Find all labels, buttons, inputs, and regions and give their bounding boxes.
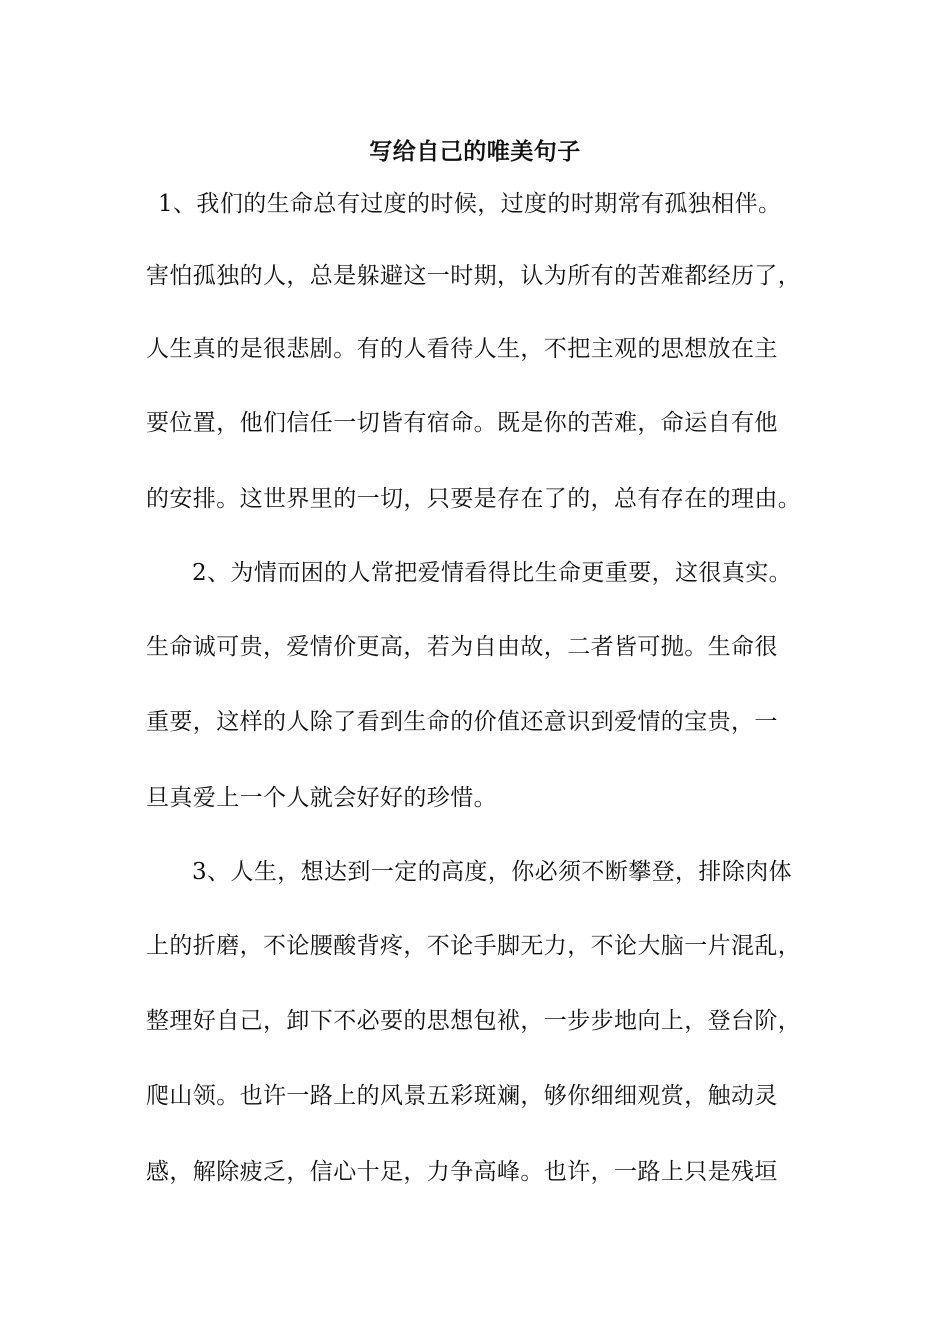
text-line: 旦真爱上一个人就会好好的珍惜。 [146, 785, 497, 811]
text-line: 1、我们的生命总有过度的时候，过度的时期常有孤独相伴。 [158, 191, 782, 217]
text-line: 爬山领。也许一路上的风景五彩斑斓，够你细细观赏，触动灵 [146, 1083, 778, 1109]
text-line: 的安排。这世界里的一切，只要是存在了的，总有存在的理由。 [146, 486, 802, 512]
text-line: 3、人生，想达到一定的高度，你必须不断攀登，排除肉体 [192, 859, 793, 885]
text-line: 2、为情而困的人常把爱情看得比生命更重要，这很真实。 [192, 560, 793, 586]
text-line: 整理好自己，卸下不必要的思想包袱，一步步地向上，登台阶， [146, 1008, 802, 1034]
text-line: 害怕孤独的人，总是躲避这一时期，认为所有的苦难都经历了， [146, 263, 802, 289]
text-line: 人生真的是很悲剧。有的人看待人生，不把主观的思想放在主 [146, 336, 778, 362]
text-line: 感，解除疲乏，信心十足，力争高峰。也许，一路上只是残垣 [146, 1159, 778, 1185]
text-line: 要位置，他们信任一切皆有宿命。既是你的苦难，命运自有他 [146, 410, 778, 436]
document-title: 写给自己的唯美句子 [369, 138, 581, 165]
text-line: 上的折磨，不论腰酸背疼，不论手脚无力，不论大脑一片混乱， [146, 933, 802, 959]
text-line: 生命诚可贵，爱情价更高，若为自由故，二者皆可抛。生命很 [146, 634, 778, 660]
text-line: 重要，这样的人除了看到生命的价值还意识到爱情的宝贵，一 [146, 709, 778, 735]
